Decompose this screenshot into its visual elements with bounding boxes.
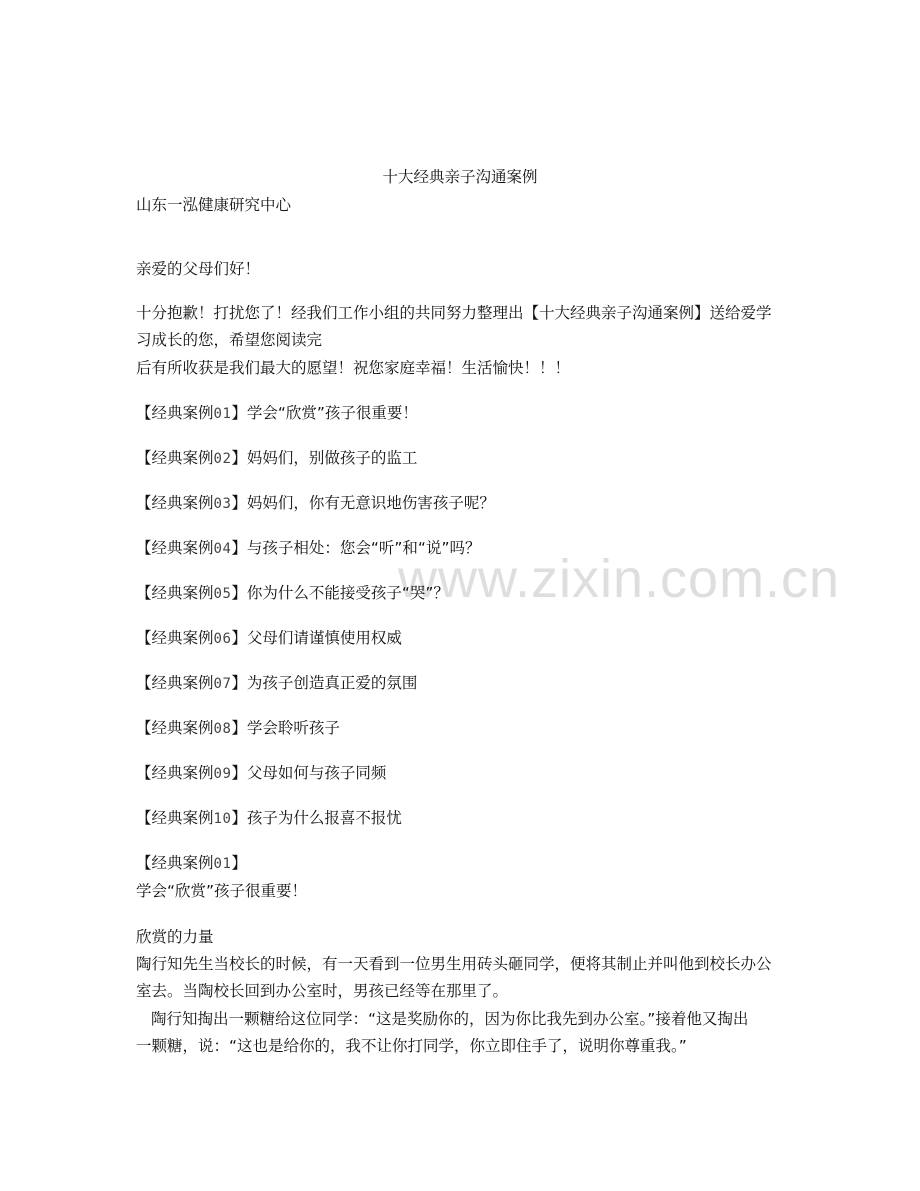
toc-item (136, 448, 417, 469)
toc-item-title: 】父母们请谨慎使用权威 (231, 629, 402, 647)
toc-item-prefix: 【经典案例 (136, 674, 214, 692)
toc-item (136, 583, 449, 604)
case-title: 学会“欣赏”孩子很重要！ (136, 882, 308, 900)
toc-item-title: 】孩子为什么报喜不报忧 (231, 809, 402, 827)
toc-item-prefix: 【经典案例 (136, 584, 214, 602)
intro-line: 后有所收获是我们最大的愿望！祝您家庭幸福！生活愉快！！！ (136, 359, 571, 377)
toc-item-prefix: 【经典案例 (136, 404, 214, 422)
case-heading (136, 853, 247, 874)
toc-item (136, 718, 340, 739)
toc-item-title: 】为孩子创造真正爱的氛围 (231, 674, 418, 692)
toc-item-prefix: 【经典案例 (136, 809, 214, 827)
toc-item-prefix: 【经典案例 (136, 719, 214, 737)
document-title: 十大经典亲子沟通案例 (382, 168, 538, 186)
toc-item (136, 538, 481, 559)
toc-item-number: 05 (213, 586, 232, 602)
toc-item-number: 01 (213, 406, 232, 422)
toc-item (136, 493, 495, 514)
toc-item-title: 】与孩子相处：您会“听”和“说”吗？ (231, 539, 481, 557)
toc-item (136, 403, 418, 424)
toc-item-title: 】学会“欣赏”孩子很重要！ (231, 404, 418, 422)
toc-item-title: 】学会聆听孩子 (231, 719, 340, 737)
intro-line: 习成长的您，希望您阅读完 (136, 331, 323, 349)
case-heading-suffix: 】 (231, 854, 247, 872)
toc-item-prefix: 【经典案例 (136, 764, 214, 782)
body-line: 室去。当陶校长回到办公室时，男孩已经等在那里了。 (136, 982, 509, 1000)
toc-item-number: 08 (213, 721, 232, 737)
toc-item (136, 628, 402, 649)
toc-item-number: 03 (213, 496, 232, 512)
toc-item-number: 07 (213, 676, 232, 692)
toc-item-prefix: 【经典案例 (136, 449, 214, 467)
toc-item-number: 09 (213, 766, 232, 782)
toc-item-prefix: 【经典案例 (136, 494, 214, 512)
body-line: 陶行知先生当校长的时候，有一天看到一位男生用砖头砸同学，便将其制止并叫他到校长办公 (136, 955, 772, 973)
toc-item-title: 】你为什么不能接受孩子“哭”？ (231, 584, 449, 602)
organization-name: 山东一泓健康研究中心 (136, 196, 292, 214)
body-line: 陶行知掏出一颗糖给这位同学：“这是奖励你的，因为你比我先到办公室。”接着他又掏出 (151, 1010, 749, 1028)
toc-item (136, 763, 386, 784)
greeting: 亲爱的父母们好！ (136, 260, 261, 278)
toc-item-prefix: 【经典案例 (136, 629, 214, 647)
body-line: 一颗糖，说：“这也是给你的，我不让你打同学，你立即住手了，说明你尊重我。” (136, 1037, 687, 1055)
intro-line: 十分抱歉！打扰您了！经我们工作小组的共同努力整理出【十大经典亲子沟通案例】送给爱学 (136, 304, 772, 322)
toc-item-prefix: 【经典案例 (136, 539, 214, 557)
case-heading-prefix: 【经典案例 (136, 854, 214, 872)
toc-item-number: 10 (213, 811, 232, 827)
watermark: www.zixin.com.cn (398, 549, 841, 609)
toc-item-number: 04 (213, 541, 232, 557)
case-heading-number: 01 (213, 856, 232, 872)
toc-item-title: 】父母如何与孩子同频 (231, 764, 387, 782)
toc-item-title: 】妈妈们，别做孩子的监工 (231, 449, 418, 467)
section-heading: 欣赏的力量 (136, 928, 214, 946)
toc-item-number: 02 (213, 451, 232, 467)
toc-item (136, 808, 402, 829)
toc-item-number: 06 (213, 631, 232, 647)
toc-item (136, 673, 417, 694)
toc-item-title: 】妈妈们，你有无意识地伤害孩子呢？ (231, 494, 495, 512)
